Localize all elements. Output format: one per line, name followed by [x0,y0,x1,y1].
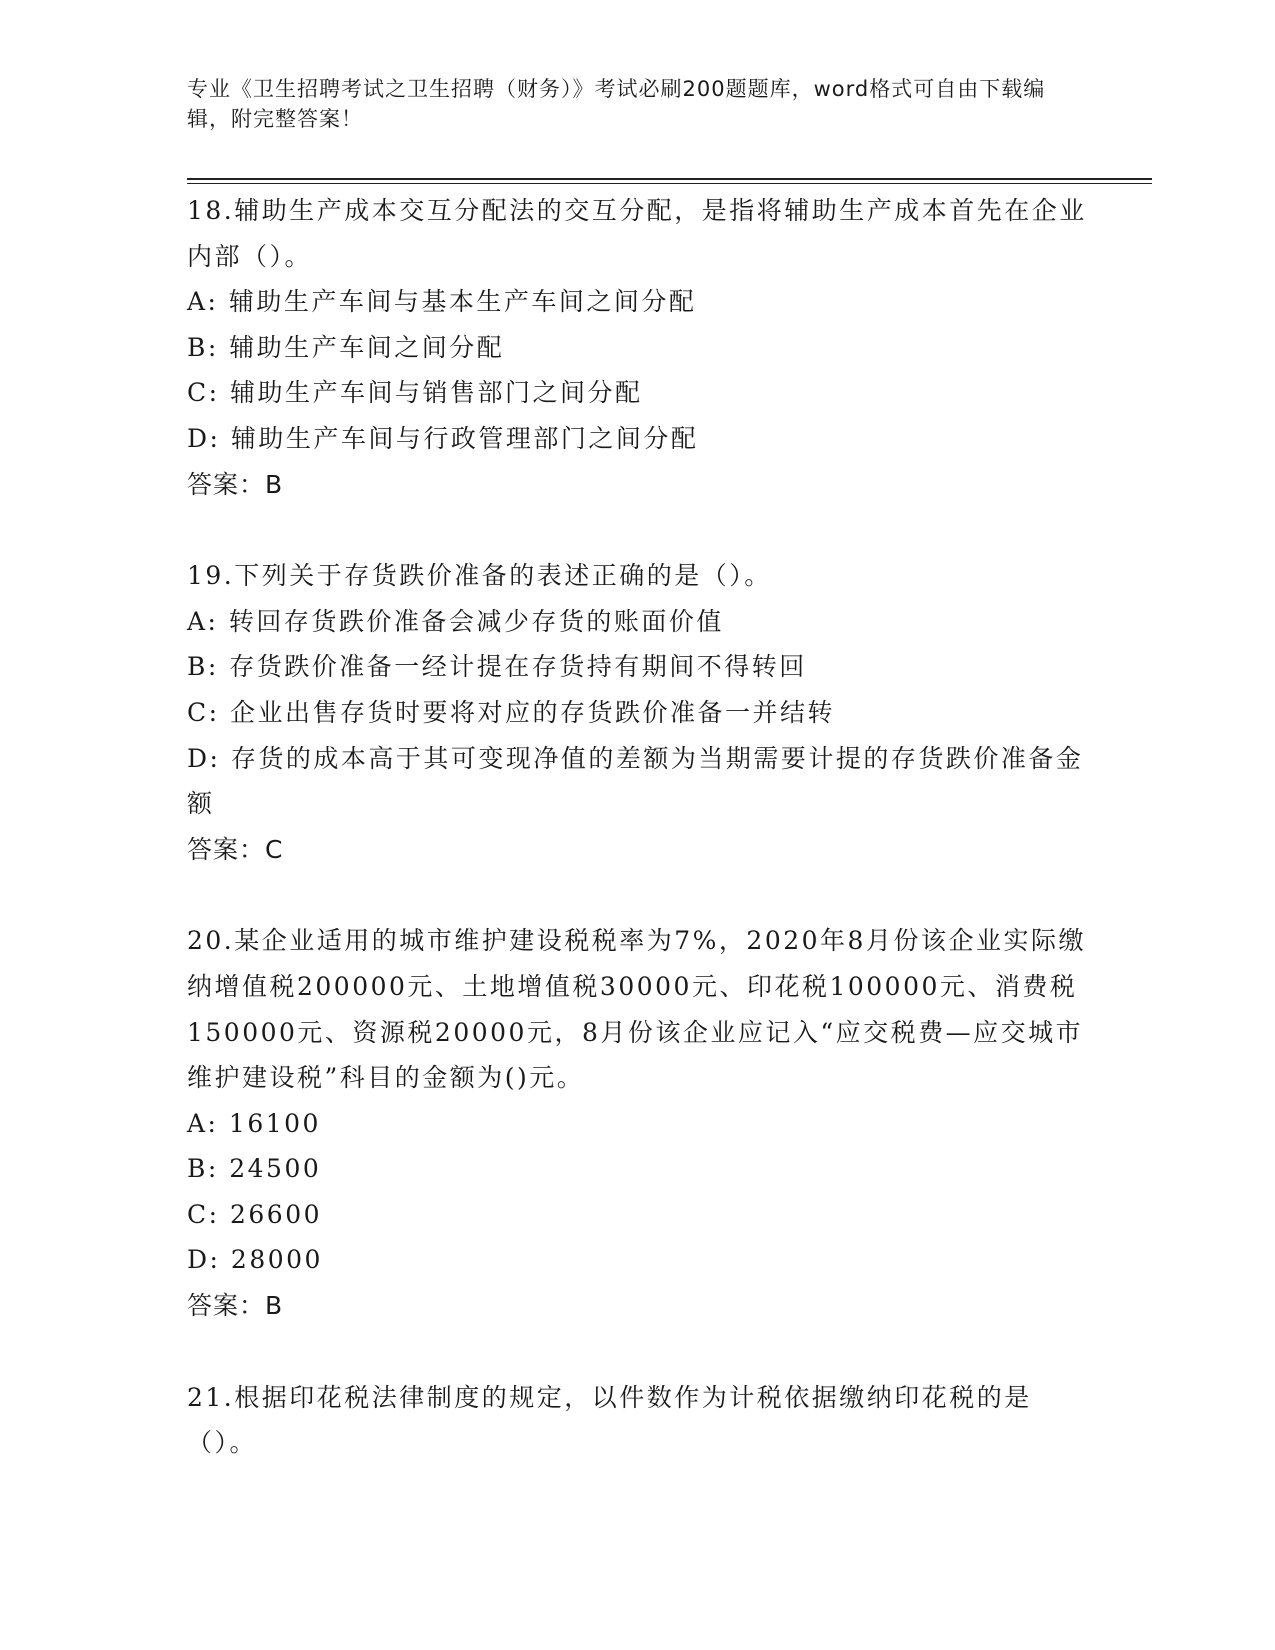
header-rule-thin [187,183,1152,184]
option-c: C: 26600 [187,1199,323,1229]
question-21 [187,1375,1087,1466]
question-stem: 19.下列关于存货跌价准备的表述正确的是（）。 [187,561,772,591]
option-a: A: 16100 [187,1108,321,1138]
question-stem: 18.辅助生产成本交互分配法的交互分配，是指将辅助生产成本首先在企业内部（）。 [187,196,1087,271]
option-b: B: 辅助生产车间之间分配 [187,332,505,362]
option-a: A: 辅助生产车间与基本生产车间之间分配 [187,287,697,317]
option-d: D: 存货的成本高于其可变现净值的差额为当期需要计提的存货跌价准备金额 [187,743,1084,819]
question-18 [187,188,1087,507]
option-b: B: 存货跌价准备一经计提在存货持有期间不得转回 [187,652,807,682]
question-stem: 21.根据印花税法律制度的规定，以件数作为计税依据缴纳印花税的是（）。 [187,1382,1032,1458]
option-d: D: 28000 [187,1245,323,1275]
answer: 答案：C [187,834,284,864]
answer: 答案：B [187,469,284,499]
question-20 [187,918,1087,1328]
option-c: C: 辅助生产车间与销售部门之间分配 [187,378,643,408]
question-19 [187,553,1087,872]
header-rule-thick [187,178,1152,180]
option-a: A: 转回存货跌价准备会减少存货的账面价值 [187,606,724,636]
question-stem: 20.某企业适用的城市维护建设税税率为7%，2020年8月份该企业实际缴纳增值税200000元、土地增值税30000元、印花税100000元、消费税150000元、资源税20000元，8月份该企业应记入“应交税费—应交城市维护建设税”科目的金额为()元。 [187,926,1086,1093]
answer: 答案：B [187,1291,284,1321]
option-c: C: 企业出售存货时要将对应的存货跌价准备一并结转 [187,697,836,727]
question-list [187,188,1087,1466]
document-header: 专业《卫生招聘考试之卫生招聘（财务）》考试必刷200题题库，word格式可自由下载编辑，附完整答案！ [187,77,1046,131]
option-d: D: 辅助生产车间与行政管理部门之间分配 [187,423,699,453]
option-b: B: 24500 [187,1154,322,1184]
